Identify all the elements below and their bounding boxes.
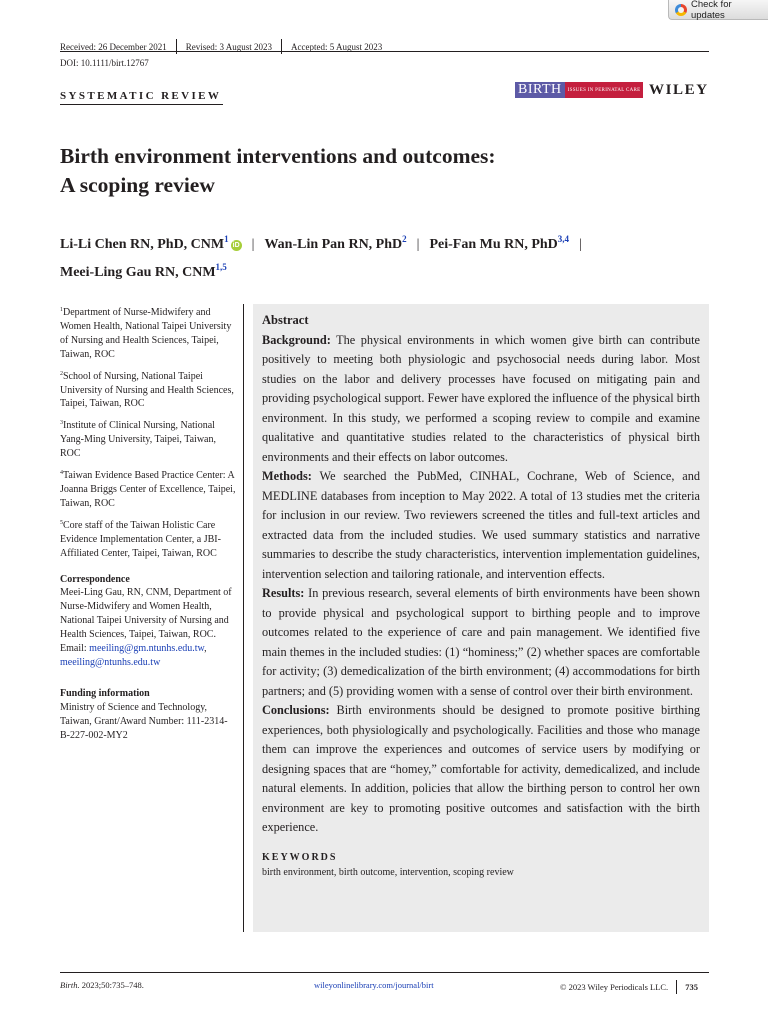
affiliation <box>60 467 236 511</box>
accepted-date: Accepted: 5 August 2023 <box>290 41 383 52</box>
article-title <box>60 142 680 200</box>
background-label: Background: <box>262 332 331 347</box>
doi: DOI: 10.1111/birt.12767 <box>60 58 149 68</box>
funding-heading: Funding information <box>60 687 150 699</box>
abstract-results <box>262 584 700 701</box>
affiliation-text: Taiwan Evidence Based Practice Center: A Joanna Briggs Center of Excellence, Taipei, Taiwan, ROC <box>60 470 236 509</box>
column-divider <box>243 304 244 932</box>
results-label: Results: <box>262 586 305 600</box>
affiliation-text: Department of Nurse-Midwifery and Women Health, National Taipei University of Nursing and Health Sciences, Taipei, Taiwan, ROC <box>60 307 232 360</box>
abstract-box <box>253 304 709 932</box>
correspondence-email: Email: meeiling@gm.ntunhs.edu.tw, meeiling@ntunhs.edu.tw <box>60 643 207 668</box>
affiliation <box>60 417 236 461</box>
author-affiliation-ref[interactable]: 1 <box>224 234 229 244</box>
correspondence-text: Meei-Ling Gau, RN, CNM, Department of Nurse-Midwifery and Women Health, National Taipei University of Nursing and Health Sciences, Taipei, Taiwan, ROC. <box>60 587 232 641</box>
revised-date: Revised: 3 August 2023 <box>185 41 272 52</box>
footer-url[interactable]: wileyonlinelibrary.com/journal/birt <box>314 980 434 990</box>
check-for-updates-label: Check for updates <box>690 0 732 21</box>
footer-rule <box>60 972 709 973</box>
affiliation-number: 3 <box>60 420 63 427</box>
methods-label: Methods: <box>262 469 312 483</box>
methods-text: We searched the PubMed, CINHAL, Cochrane, Web of Science, and MEDLINE databases from inception to May 2022. A total of 13 studies met the criteria for inclusion in our review. Two reviewers screened the titles and full-text articles and extracted data from the included studies. We used summary statistics and narrative summaries to describe the study characteristics, intervention implementation guidelines, intervention selection and tailoring rationale, and intervention effects. <box>262 469 700 581</box>
author-separator: | <box>579 237 582 252</box>
abstract-conclusions <box>262 701 700 838</box>
section-label-rule <box>60 104 223 105</box>
check-for-updates-button[interactable] <box>668 0 768 20</box>
results-text: In previous research, several elements of birth environments have been shown to provide physical and psychological support to birthing people and to improve outcomes related to the experience of care and pain management. We identified five main themes in the included studies: (1) “hominess;” (2) whether spaces are comfortable for activity; (3) demedicalization of the birth environment; (4) accommodations for birth partners; and (5) providing women with a sense of control over their birth environment. <box>262 586 700 698</box>
author-name: Wan-Lin Pan RN, PhD <box>264 237 403 252</box>
footer-volume: 2023;50:735–748. <box>79 980 144 990</box>
keywords: birth environment, birth outcome, intervention, scoping review <box>262 866 514 878</box>
affiliation <box>60 304 236 362</box>
page-number: 735 <box>685 982 698 992</box>
abstract-methods <box>262 467 700 584</box>
title-line-2: A scoping review <box>60 173 215 197</box>
affiliation-number: 2 <box>60 370 63 377</box>
keywords-heading: KEYWORDS <box>262 851 338 863</box>
correspondence-heading: Correspondence <box>60 573 130 585</box>
journal-subtitle: ISSUES IN PERINATAL CARE <box>567 87 641 93</box>
crossmark-icon <box>675 4 687 16</box>
email-link[interactable]: meeiling@gm.ntunhs.edu.tw <box>89 643 205 655</box>
footer-citation <box>60 980 144 990</box>
section-label: SYSTEMATIC REVIEW <box>60 90 222 102</box>
abstract-background <box>262 331 700 468</box>
email-link[interactable]: meeiling@ntunhs.edu.tw <box>60 656 161 668</box>
affiliation <box>60 517 236 561</box>
conclusions-text: Birth environments should be designed to promote positive birthing experiences, both physiologically and psychologically. Facilities and those who manage them can improve the experiences and outcomes of service users by modifying or designing spaces that are “homey,” comfortable for activity, demedicalized, and include natural elements. In addition, policies that allow the birthing person to control her own environment are key to promoting positive outcomes and satisfaction with the birth experience. <box>262 703 700 834</box>
affiliation-number: 5 <box>60 519 63 526</box>
publisher-logo: WILEY <box>649 82 709 98</box>
author-list <box>60 228 720 284</box>
author-name: Li-Li Chen RN, PhD, CNM <box>60 237 225 252</box>
divider <box>676 980 677 994</box>
author-name: Pei-Fan Mu RN, PhD <box>429 237 558 252</box>
author-separator: | <box>416 237 420 252</box>
affiliation-text: Core staff of the Taiwan Holistic Care Evidence Implementation Center, a JBI-Affiliated Center, Taipei, Taiwan, ROC <box>60 519 221 559</box>
affiliation-text: Institute of Clinical Nursing, National Yang-Ming University, Taipei, Taiwan, ROC <box>60 420 216 460</box>
affiliation-number: 1 <box>60 307 63 313</box>
orcid-icon[interactable]: iD <box>232 242 240 249</box>
footer-right <box>560 980 698 994</box>
affiliation-text: School of Nursing, National Taipei University of Nursing and Health Sciences, Taipei, Taiwan, ROC <box>60 370 234 410</box>
author-affiliation-ref[interactable]: 1,5 <box>215 262 227 272</box>
conclusions-label: Conclusions: <box>262 703 330 717</box>
affiliation <box>60 368 236 412</box>
background-text: The physical environments in which women give birth can contribute positively to meeting both physiologic and psychosocial needs during labor. Most studies on the labor and delivery processes have focused on mitigating pain and providing psychological support. Fewer have explored the influence of the physical birth environment. In this study, we performed a scoping review to compile and examine qualitative and quantitative studies related to the characteristics of physical birth environments and their effects on labor outcomes. <box>262 332 700 464</box>
funding-text: Ministry of Science and Technology, Taiwan, Grant/Award Number: 111-2314-B-227-002-MY2 <box>60 701 228 741</box>
email-label: Email: <box>60 643 90 655</box>
title-line-1: Birth environment interventions and outcomes: <box>60 144 496 168</box>
header-rule <box>60 51 709 52</box>
journal-logo <box>515 82 643 98</box>
author-separator: | <box>251 237 255 252</box>
footer-journal: Birth. <box>60 980 80 990</box>
journal-name: BIRTH <box>515 82 565 98</box>
author-affiliation-ref[interactable]: 2 <box>402 234 407 244</box>
copyright: © 2023 Wiley Periodicals LLC. <box>560 982 669 992</box>
author-affiliation-ref[interactable]: 3,4 <box>557 234 570 244</box>
received-date: Received: 26 December 2021 <box>60 41 167 52</box>
affiliation-number: 4 <box>60 470 63 477</box>
abstract-heading: Abstract <box>262 313 309 327</box>
author-name: Meei-Ling Gau RN, CNM <box>60 265 216 280</box>
affiliations-column <box>60 304 236 748</box>
